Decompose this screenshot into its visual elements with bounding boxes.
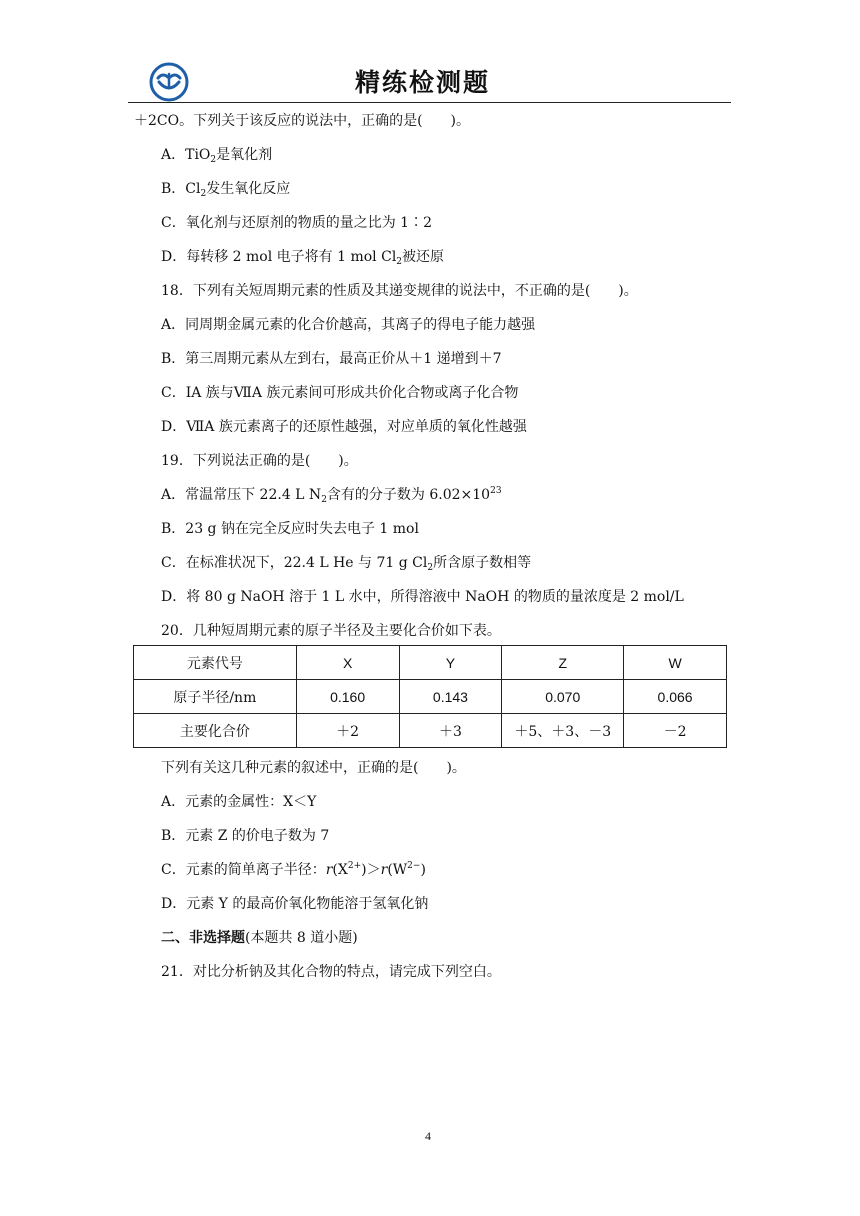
q20-option-c: C．元素的简单离子半径：$r(X^{2+})>r(W^{2-})$ [161, 861, 426, 878]
table-row [134, 714, 727, 748]
q17-option-a: A．TiO$_2$是氧化剂 [161, 147, 273, 165]
q18-option-d: D．ⅦA 族元素离子的还原性越强，对应单质的氧化性越强 [161, 419, 527, 435]
table-header-cell: Y [399, 646, 502, 680]
section-heading: 二、非选择题(本题共 8 道小题) [161, 930, 358, 946]
table-header-cell: W [624, 646, 727, 680]
table-cell: 主要化合价 [134, 714, 297, 748]
table-cell: 0.070 [502, 680, 624, 714]
q19-option-b: B．23 g 钠在完全反应时失去电子 1 mol [161, 521, 419, 537]
table-header-cell: Z [502, 646, 624, 680]
q17-option-c: C．氧化剂与还原剂的物质的量之比为 1∶2 [161, 215, 432, 231]
table-cell: ＋5、＋3、－3 [502, 714, 624, 748]
table-row [134, 680, 727, 714]
q17-option-d: D．每转移 2 mol 电子将有 1 mol $Cl_2$被还原 [161, 249, 445, 267]
q21-stem: 21．对比分析钠及其化合物的特点，请完成下列空白。 [161, 964, 501, 980]
table-header-cell: 元素代号 [134, 646, 297, 680]
q20-stem: 20．几种短周期元素的原子半径及主要化合价如下表。 [161, 623, 501, 639]
q17-option-b: B．$Cl_2$发生氧化反应 [161, 181, 291, 199]
q20-option-a: A．元素的金属性：X＜Y [161, 794, 317, 810]
q19-option-d: D．将 80 g NaOH 溶于 1 L 水中，所得溶液中 NaOH 的物质的量浓度是 2 mol/L [161, 589, 684, 605]
q17-stem: ＋2CO。下列关于该反应的说法中，正确的是( )。 [134, 113, 471, 129]
q19-option-a: A．常温常压下 22.4 L $N_2$含有的分子数为 $6.02\times 10^{23}$ [161, 486, 502, 505]
element-data-table [133, 645, 727, 748]
q19-stem: 19．下列说法正确的是( )。 [161, 453, 358, 469]
page-number: 4 [425, 1129, 431, 1143]
q18-option-c: C．ⅠA 族与ⅦA 族元素间可形成共价化合物或离子化合物 [161, 385, 519, 401]
q20-followup: 下列有关这几种元素的叙述中，正确的是( )。 [161, 760, 466, 776]
q20-option-b: B．元素 Z 的价电子数为 7 [161, 828, 330, 844]
header-title: 精练检测题 [355, 68, 491, 97]
q18-option-a: A．同周期金属元素的化合价越高，其离子的得电子能力越强 [161, 317, 536, 333]
handshake-logo-icon [146, 62, 192, 102]
q18-option-b: B．第三周期元素从左到右，最高正价从＋1 递增到＋7 [161, 351, 502, 367]
q19-option-c: C．在标准状况下，22.4 L He 与 71 g $Cl_2$所含原子数相等 [161, 555, 532, 573]
table-cell: 0.143 [399, 680, 502, 714]
q20-option-d: D．元素 Y 的最高价氧化物能溶于氢氧化钠 [161, 896, 429, 912]
table-cell: 0.066 [624, 680, 727, 714]
table-cell: 原子半径/nm [134, 680, 297, 714]
table-cell: ＋3 [399, 714, 502, 748]
table-cell: 0.160 [296, 680, 399, 714]
table-header-cell: X [296, 646, 399, 680]
table-cell: ＋2 [296, 714, 399, 748]
header-rule [128, 102, 731, 103]
q18-stem: 18．下列有关短周期元素的性质及其递变规律的说法中，不正确的是( )。 [161, 283, 638, 299]
table-header-row [134, 646, 727, 680]
table-cell: －2 [624, 714, 727, 748]
